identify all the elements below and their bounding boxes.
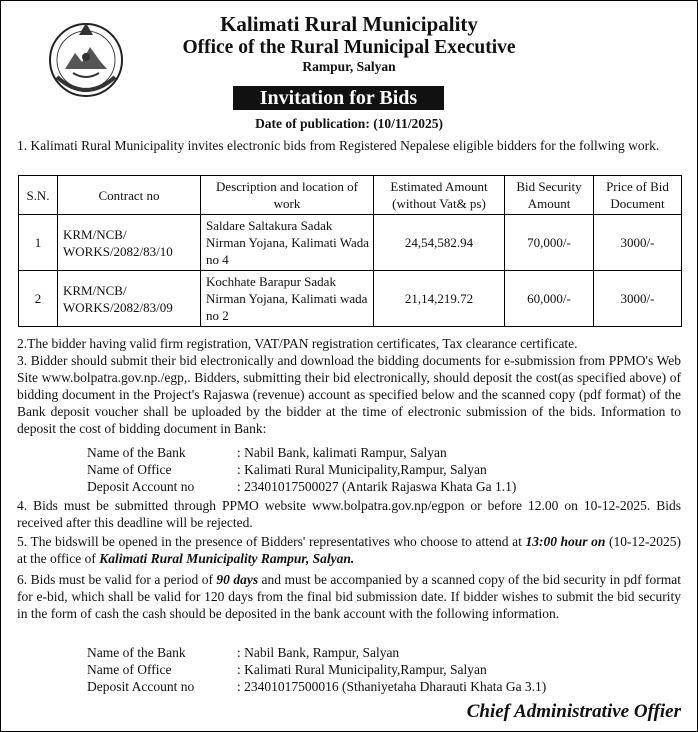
cell-security: 70,000/- <box>505 215 594 271</box>
paragraph-5 <box>17 533 681 567</box>
bank-info-1 <box>87 444 516 495</box>
table-row <box>19 215 682 271</box>
bank-key: Name of the Bank <box>87 445 186 460</box>
bank-key: Name of Office <box>87 662 172 677</box>
paragraph-4: 4. Bids must be submitted through PPMO website www.bolpatra.gov.np/egpon or before 12.00 on 10-12-2025. Bids received after this deadline will be rejected. <box>17 498 681 530</box>
bank-line <box>87 444 516 461</box>
bank-line <box>87 661 546 678</box>
office-location: Rampur, Salyan <box>302 59 396 74</box>
para5-text-a: 5. The bidswill be opened in the presence of Bidders' representatives who choose to attend at <box>17 534 526 549</box>
para5-text-b: (10-12-2025) at the office of <box>17 534 681 566</box>
letterhead <box>1 13 697 75</box>
cell-description: Kochhate Barapur Sadak Nirman Yojana, Kalimati wada no 2 <box>201 271 374 327</box>
opening-office: Kalimati Rural Municipality Rampur, Salyan. <box>99 551 355 566</box>
cell-contract: KRM/NCB/ WORKS/2082/83/10 <box>58 215 201 271</box>
paragraph-3: 3. Bidder should submit their bid electronically and download the bidding documents for e-submission from PPMO's Web Site www.bolpatra.gov.np./egp,. Bidders, submitting their bid electronically, should deposit the cost(as specified above) of bidding document in the Project's Rajaswa (revenue) account as specified below and the scanned copy (pdf format) of the Bank deposit voucher shall be uploaded by the bidder at the time of electronic submission of the bids. Information to deposit the cost of bidding document in Bank: <box>17 353 681 436</box>
cell-amount: 24,54,582.94 <box>374 215 505 271</box>
para6-text-b: and must be accompanied by a scanned copy of the bid security in pdf format for e-bid, which shall be valid for 120 days from the final bid submission date. If bidder wishes to submit the bid security in the form of cash the cash should be deposited in the bank account with the following information. <box>17 572 681 621</box>
col-price: Price of Bid Document <box>594 176 682 215</box>
bank-key: Name of Office <box>87 462 172 477</box>
col-security: Bid Security Amount <box>505 176 594 215</box>
cell-description: Saldare Saltakura Sadak Nirman Yojana, Kalimati Wada no 4 <box>201 215 374 271</box>
bank-key: Name of the Bank <box>87 645 186 660</box>
bank-value: : Nabil Bank, Rampur, Salyan <box>237 645 400 660</box>
cell-price: 3000/- <box>594 215 682 271</box>
para6-text-a: 6. Bids must be valid for a period of <box>17 572 217 587</box>
notice-title: Invitation for Bids <box>233 86 444 110</box>
bank-line <box>87 461 516 478</box>
col-sn: S.N. <box>19 176 58 215</box>
col-amount: Estimated Amount (without Vat& ps) <box>374 176 505 215</box>
cell-price: 3000/- <box>594 271 682 327</box>
paragraph-1: 1. Kalimati Rural Municipality invites electronic bids from Registered Nepalese eligible bidders for the follwing work. <box>17 138 660 153</box>
bank-info-2 <box>87 644 546 695</box>
validity-days: 90 days <box>216 572 259 587</box>
bank-value: : Kalimati Rural Municipality,Rampur, Salyan <box>237 462 487 477</box>
bank-line <box>87 678 546 695</box>
bank-value: : Nabil Bank, kalimati Rampur, Salyan <box>237 445 447 460</box>
bank-key: Deposit Account no <box>87 479 195 494</box>
signature-title: Chief Administrative Offier <box>466 701 681 722</box>
bank-key: Deposit Account no <box>87 679 195 694</box>
table-row <box>19 271 682 327</box>
bank-line <box>87 644 546 661</box>
bank-line <box>87 478 516 495</box>
paragraph-2: 2.The bidder having valid firm registration, VAT/PAN registration certificates, Tax clearance certificate. <box>17 336 578 351</box>
cell-security: 60,000/- <box>505 271 594 327</box>
col-description: Description and location of work <box>201 176 374 215</box>
opening-time: 13:00 hour on <box>525 534 606 549</box>
bank-value: : 23401017500027 (Antarik Rajaswa Khata Ga 1.1) <box>237 479 517 494</box>
cell-sn: 1 <box>19 215 58 271</box>
office-name: Office of the Rural Municipal Executive <box>182 37 516 58</box>
publication-date: Date of publication: (10/11/2025) <box>255 116 443 131</box>
cell-amount: 21,14,219.72 <box>374 271 505 327</box>
col-contract: Contract no <box>58 176 201 215</box>
paragraph-6 <box>17 571 681 622</box>
cell-contract: KRM/NCB/ WORKS/2082/83/09 <box>58 271 201 327</box>
bid-table <box>18 175 682 327</box>
municipality-name: Kalimati Rural Municipality <box>220 12 478 36</box>
bank-value: : 23401017500016 (Sthaniyetaha Dharauti Khata Ga 3.1) <box>237 679 547 694</box>
cell-sn: 2 <box>19 271 58 327</box>
table-header-row <box>19 176 682 215</box>
bank-value: : Kalimati Rural Municipality,Rampur, Salyan <box>237 662 487 677</box>
